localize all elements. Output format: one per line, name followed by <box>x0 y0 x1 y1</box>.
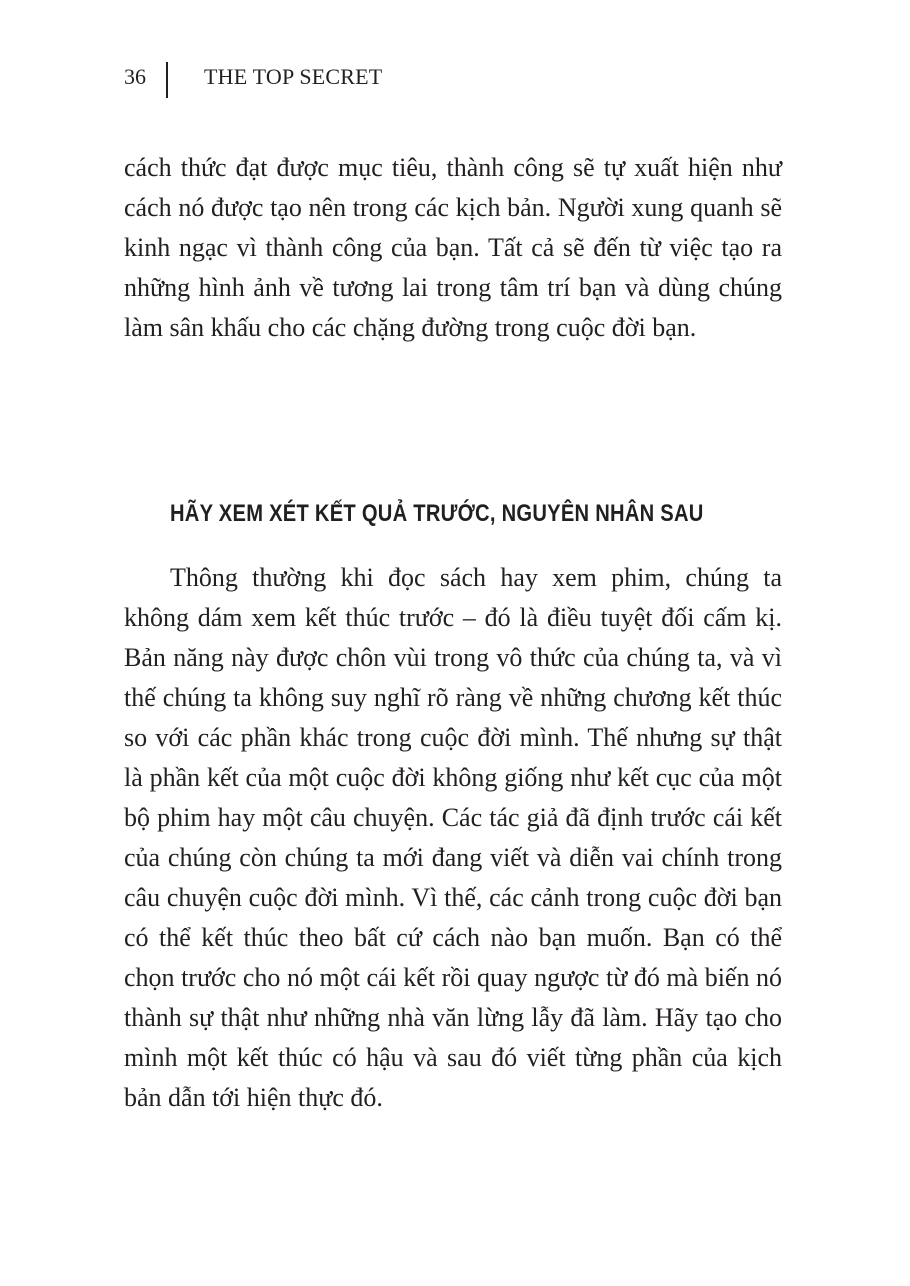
page-number: 36 <box>124 64 146 89</box>
header-divider <box>166 62 168 98</box>
section-heading: HÃY XEM XÉT KẾT QUẢ TRƯỚC, NGUYÊN NHÂN SAU <box>170 500 704 527</box>
running-header <box>124 62 382 98</box>
section-paragraph: Thông thường khi đọc sách hay xem phim, chúng ta không dám xem kết thúc trước – đó là điều tuyệt đối cấm kị. Bản năng này được chôn vùi trong vô thức của chúng ta, và vì thế chúng ta không suy nghĩ rõ ràng về những chương kết thúc so với các phần khác trong cuộc đời mình. Thế nhưng sự thật là phần kết của một cuộc đời không giống như kết cục của một bộ phim hay một câu chuyện. Các tác giả đã định trước cái kết của chúng còn chúng ta mới đang viết và diễn vai chính trong câu chuyện cuộc đời mình. Vì thế, các cảnh trong cuộc đời bạn có thể kết thúc theo bất cứ cách nào bạn muốn. Bạn có thể chọn trước cho nó một cái kết rồi quay ngược từ đó mà biến nó thành sự thật như những nhà văn lừng lẫy đã làm. Hãy tạo cho mình một kết thúc có hậu và sau đó viết từng phần của kịch bản dẫn tới hiện thực đó. <box>124 563 782 1112</box>
section-body <box>124 558 782 1118</box>
continuation-text <box>124 148 782 348</box>
continuation-paragraph: cách thức đạt được mục tiêu, thành công sẽ tự xuất hiện như cách nó được tạo nên trong các kịch bản. Người xung quanh sẽ kinh ngạc vì thành công của bạn. Tất cả sẽ đến từ việc tạo ra những hình ảnh về tương lai trong tâm trí bạn và dùng chúng làm sân khấu cho các chặng đường trong cuộc đời bạn. <box>124 153 782 342</box>
running-title: THE TOP SECRET <box>204 64 383 89</box>
